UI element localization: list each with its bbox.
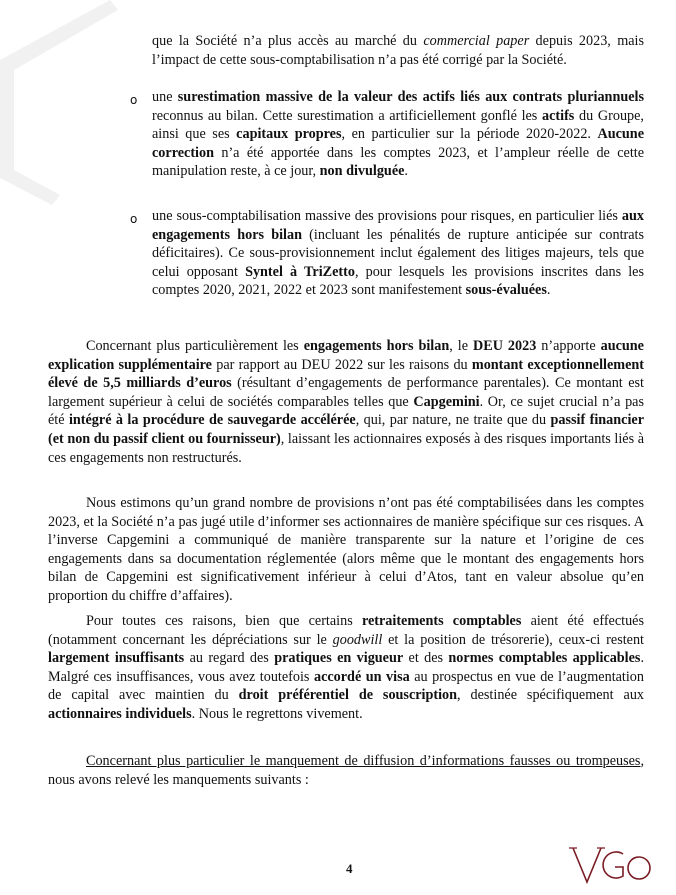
paragraph-conclusion: Pour toutes ces raisons, bien que certains retraitements comptables aient été effectués (notamment concernant les dépréciations sur le goodwill et la position de trésorerie), ceux-ci restent largement insuffisants au regard des pratiques en vigueur et des normes comptables applicables. Malgré ces insuffisances, vous avez toutefois accordé un visa au prospectus en vue de l’augmentation de capital avec maintien du droit préférentiel de souscription, destinée spécifiquement aux actionnaires individuels. Nous le regrettons vivement. — [48, 613, 645, 722]
paragraph-commercial-paper: que la Société n’a plus accès au marché du commercial paper depuis 2023, mais l’impact de cette sous-comptabilisation n’a pas été corrigé par la Société. — [152, 33, 644, 68]
bullet-marker: o — [130, 93, 138, 107]
paragraph-misleading-information: Concernant plus particulier le manquement de diffusion d’informations fausses ou trompeuses, nous avons relevé les manquements suivants : — [48, 753, 644, 788]
bullet-item-provisions: une sous-comptabilisation massive des provisions pour risques, en particulier liés aux engagements hors bilan (incluant les pénalités de rupture anticipée sur contrats déficitaires). Ce sous-provisionnement inclut également des litiges majeurs, tels que celui opposant Syntel à TriZetto, pour lesquels les provisions inscrites dans les comptes 2020, 2021, 2022 et 2023 sont manifestement sous-évaluées. — [152, 208, 644, 299]
page-number: 4 — [346, 861, 353, 876]
vgo-logo-icon — [565, 840, 655, 890]
paragraph-off-balance-commitments: Concernant plus particulièrement les engagements hors bilan, le DEU 2023 n’apporte aucune explication supplémentaire par rapport au DEU 2022 sur les raisons du montant exceptionnellement élevé de 5,5 milliards d’euros (résultant d’engagements de performance parentales). Ce montant est largement supérieur à celui de sociétés comparables telles que Capgemini. Or, ce sujet crucial n’a pas été intégré à la procédure de sauvegarde accélérée, qui, par nature, ne traite que du passif financier (et non du passif client ou fournisseur), laissant les actionnaires exposés à des risques importants liés à ces engagements non restructurés. — [48, 338, 644, 466]
bullet-marker: o — [130, 212, 138, 226]
paragraph-provisions-estimate: Nous estimons qu’un grand nombre de provisions n’ont pas été comptabilisées dans les comptes 2023, et la Société n’a pas jugé utile d’informer ses actionnaires de manière spécifique sur ces risques. A l’inverse Capgemini a communiqué de manière transparente sur la nature et l’origine de ces engagements dans sa documentation réglementée (alors même que le montant des engagements hors bilan de Capgemini est significativement inférieur à celui d’Atos, tant en valeur absolue qu’en proportion du chiffre d’affaires). — [48, 495, 644, 604]
bullet-item-overestimation: une surestimation massive de la valeur des actifs liés aux contrats pluriannuels reconnus au bilan. Cette surestimation a artificiellement gonflé les actifs du Groupe, ainsi que ses capitaux propres, en particulier sur la période 2020-2022. Aucune correction n’a été apportée dans les comptes 2023, et l’ampleur réelle de cette manipulation reste, à ce jour, non divulguée. — [152, 89, 644, 180]
